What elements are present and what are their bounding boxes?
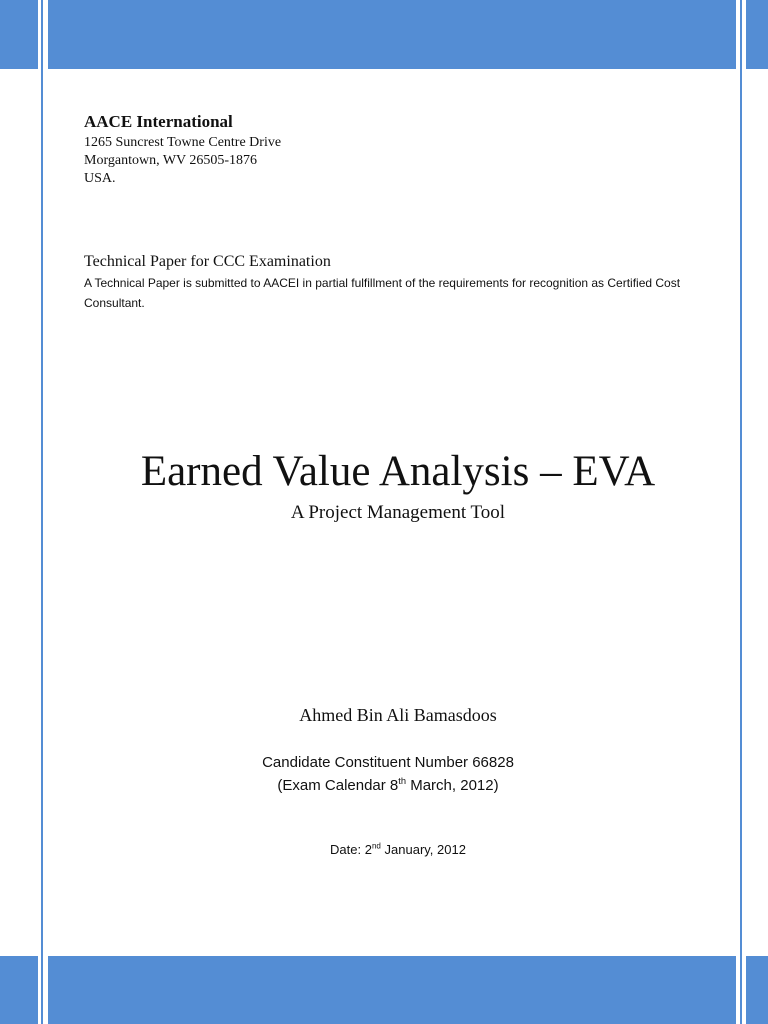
paper-heading: Technical Paper for CCC Examination xyxy=(84,253,331,270)
footer-band xyxy=(48,956,736,1024)
organization-name: AACE International xyxy=(84,112,233,131)
document-title: Earned Value Analysis – EVA xyxy=(140,448,656,495)
candidate-block xyxy=(0,751,768,797)
exam-calendar-suffix: March, 2012) xyxy=(406,777,499,794)
paper-description: A Technical Paper is submitted to AACEI in partial fulfillment of the requirements for recognition as Certified Cost Consultant. xyxy=(84,276,681,310)
date-sup: nd xyxy=(371,841,381,851)
footer-band-right xyxy=(746,956,768,1024)
organization-block xyxy=(84,112,484,188)
exam-calendar xyxy=(0,774,768,797)
header-band-left xyxy=(0,0,38,69)
date-prefix: Date: 2 xyxy=(330,842,372,857)
footer-band-left xyxy=(0,956,38,1024)
exam-calendar-prefix: (Exam Calendar 8 xyxy=(277,777,399,794)
date-suffix: January, 2012 xyxy=(380,842,466,857)
document-subtitle: A Project Management Tool xyxy=(290,502,506,523)
address-line-1: 1265 Suncrest Towne Centre Drive xyxy=(84,135,282,150)
author-name: Ahmed Bin Ali Bamasdoos xyxy=(299,705,497,725)
address-country: USA. xyxy=(84,171,116,186)
candidate-number: Candidate Constituent Number 66828 xyxy=(262,754,514,771)
header-band xyxy=(48,0,736,69)
exam-calendar-sup: th xyxy=(398,776,407,786)
document-date xyxy=(0,840,768,860)
address-line-2: Morgantown, WV 26505-1876 xyxy=(84,153,258,168)
header-band-right xyxy=(746,0,768,69)
